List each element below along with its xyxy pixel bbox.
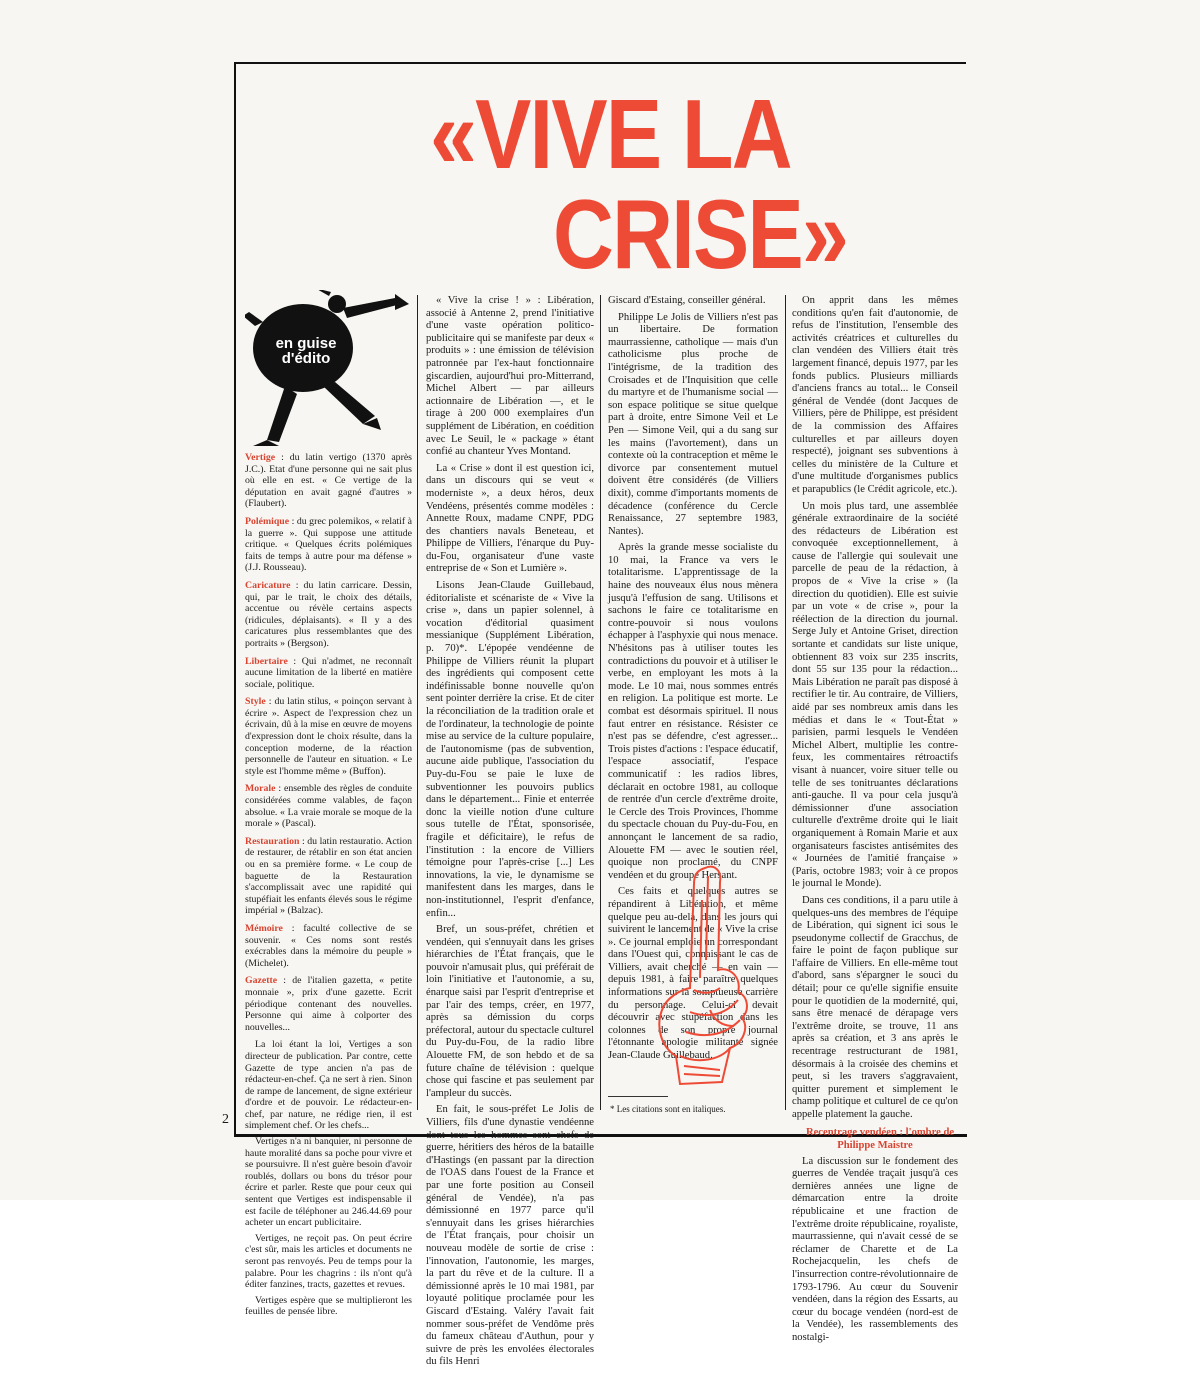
glossary-entry (245, 975, 412, 1033)
paragraph: Vertiges n'a ni banquier, ni personne de haute moralité dans sa poche pour vivre et se poursuivre. Il n'est guère besoin d'avoir roublés, dollars ou bons du trésor pour écrire et parler. Reste que pour ceux qui sentent que Vertiges est indispensable il est facile de téléphoner au 246.44.69 pour acheter un encart publicitaire. (245, 1136, 412, 1229)
raised-index-finger-hand-icon (650, 860, 755, 1090)
headline (430, 79, 894, 289)
footnote-rule (608, 1096, 668, 1097)
publication-note (245, 1039, 412, 1318)
glossary-entry (245, 836, 412, 917)
glossary-entry (245, 656, 412, 691)
glossary-definition: : de l'italien gazetta, « petite monnaie », prix d'une gazette. Ecrit périodique contenant des nouvelles. Personne qui aime à colporter des nouvelles... (245, 975, 412, 1033)
glossary-list (245, 452, 412, 1033)
paragraph: On apprit dans les mêmes conditions qu'en fait d'autonomie, de refus de l'institution, l'ensemble des activités créatrices et culturelles du clan vendéen des Villiers était très largement financé, depuis 1977, par les fonds publics. Plusieurs milliards d'anciens francs au total... le Conseil général de Vendée (dont Jacques de Villiers, père de Philippe, est président de la commission des Affaires culturelles et par ailleurs doyen respecté), joignant ses subventions à celles du ministère de la Culture et d'une multitude d'organismes publics et parapublics (le Crédit agricole, etc.). (792, 295, 959, 495)
paragraph: Dans ces conditions, il a paru utile à quelques-uns des membres de l'équipe de Libération, qui signent ici sous le pseudonyme collectif de Gracchus, de faire le point de façon publique sur l'affaire de Villiers. En elle-même tout d'abord, sans s'épargner le souci du détail; pour ce qu'elle signifie ensuite pour le quotidien de la modernité, qui, sans être menacé de dérapage vers l'extrême droite, se trouve, 11 ans après sa création, et 3 ans après le recentrage restructurant de 1981, désormais à la croisée des chemins et peut, si les travers s'aggravaient, quitter purement et simplement le champ politique et culturel de ce qu'on appelle platement la gauche. (792, 894, 958, 1120)
column-rule-3 (785, 295, 786, 1110)
paragraph: La loi étant la loi, Vertiges a son directeur de publication. Par contre, cette Gazette de type ancien n'a pas de rédacteur-en-chef. Ça ne sert à rien. Sinon de rampe de lancement, de signe extérieur d'ordre et de pouvoir. Le rédacteur-en-chef, par nature, ne rédige rien, il est simplement chef. Or les chefs... (245, 1039, 412, 1132)
column-rule-1 (417, 295, 418, 1110)
paragraph: Bref, un sous-préfet, chrétien et vendéen, qui s'ennuyait dans les grises hiérarchies de l'État français, que le pouvoir n'amusait plus, qui préférait de loin l'initiative et l'autonomie, a su, énarque saisi par l'esprit d'entreprise et par l'air des temps, créer, en 1977, après sa démission du corps préfectoral, autour du spectacle culturel du Puy-du-Fou, de la radio libre Alouette FM, de son hebdo et de sa future chaîne de télévision : quelque chose qui fascine et pas seulement par l'ampleur du succès. (426, 924, 594, 1099)
headline-line-1: «VIVE LA (430, 79, 791, 189)
paragraph: Un mois plus tard, une assemblée générale extraordinaire de la société des rédacteurs de Libération est convoquée exceptionnellement, à cause de l'allergie qui soulevait une parcelle de peau de la rédaction, à propos de « Vive la crise » (la direction du quotidien). Elle est suivie par un vote « de crise », pour la réélection de la direction du journal. Serge July et Antoine Griset, direction sortante et candidats sur liste unique, obtiennent 83 voix sur 235 inscrits, dont 55 sur 135 pour la rédaction... Mais Libération ne paraît pas disposé à rectifier le tir. Au contraire, de Villiers, aidé par ses nombreux amis dans les médias et dans le « Tout-État » parisien, parmi lesquels le Vendéen Michel Albert, multiplie les contre-feux, les commentaires rétroactifs visant à nuancer, voire situer telle ou telle de ses tonitruantes déclarations anti-gauche. Il va pour cela jusqu'à démissionner d'une association culturelle d'extrême droite qui le liait organiquement à Romain Marie et aux organisateurs fascistes antisémites des « Journées de l'amitié française » (Paris, octobre 1983; voir à ce propos le journal le Monde). (792, 500, 958, 890)
glossary-definition: : du latin vertigo (1370 après J.C.). Etat d'une personne qui ne sait plus où elle en est. « Ce vertige de la députation en avait gagné d'autres » (Flaubert). (245, 452, 412, 510)
glossary-definition: : du latin carricare. Dessin, qui, par le trait, le choix des détails, accentue ou révèle certains aspects (ridicules, déplaisants). « Il y a des caricatures plus ressemblantes que des portraits » (Bergson). (245, 579, 413, 649)
article-column-2 (426, 295, 594, 1373)
column-rule-2 (600, 295, 601, 1110)
page-number: 2 (222, 1112, 229, 1127)
glossary-definition: : du grec polemikos, « relatif à la guerre ». Qui suppose une attitude critique. « Quelques écrits polémiques faits de temps à autre pour ma défense » (J.J. Rousseau). (245, 515, 413, 574)
section-paragraph: La discussion sur le fondement des guerres de Vendée traçait jusqu'à ces dernières années une ligne de démarcation entre la droite républicaine et une fraction de l'extrême droite républicaine, royaliste, maurrassienne, qui n'avait cessé de se réclamer de Charette et de La Rochejacquelin, les chefs de l'insurrection contre-révolutionnaire de 1793-1796. Au cœur du Souvenir vendéen, dans la région des Essarts, au cœur du bocage vendéen (nord-est de la Vendée), les rassemblements des nostalgi- (792, 1155, 958, 1343)
glossary-term: Libertaire (245, 655, 288, 667)
logo-label: en guise d'édito (275, 335, 337, 367)
glossary-definition: : du latin stilus, « poinçon servant à écrire ». Aspect de l'expression chez un écrivain, dû à la mise en œuvre de moyens d'expression dont le choix résulte, dans la conception moderne, de la réaction personnelle de l'auteur en situation. « Le style est l'homme même » (Buffon). (245, 696, 412, 777)
footnote: * Les citations sont en italiques. (610, 1104, 726, 1114)
glossary-term: Morale (245, 783, 276, 795)
glossary-term: Polémique (245, 515, 290, 527)
glossary-column (245, 452, 412, 1322)
drummer-figure-icon (245, 290, 415, 450)
paragraph: Après la grande messe socialiste du 10 mai, la France va vers le totalitarisme. L'apprentissage de la haine des nouveaux élus nous mènera jusqu'à l'effusion de sang. Utilisons et sachons le faire ce totalitarisme en contre-pouvoir si nous voulons échapper à l'asphyxie qui nous menace. N'hésitons pas à utiliser toutes les contradictions du pouvoir et à utiliser le verbe, en employant les mots à la mode. Le 10 mai, nous sommes entrés en religion. La politique est morte. Le combat est désormais spirituel. Il nous faut entrer en résistance. Résister ce n'est pas se défendre, c'est agresser... Trois pistes d'actions : l'espace éducatif, l'espace associatif, l'espace communicatif : les radios libres, déclarait en octobre 1981, au colloque de rentrée d'un cercle d'extrême droite, le Cercle des Trois Provinces, l'homme du spectacle chouan du Puy-du-Fou, en annonçant le lancement de sa radio, Alouette FM — avec le soutien réel, quoique non proclamé, du CNPF vendéen et du groupe Hersant. (608, 542, 778, 881)
paragraph: « Vive la crise ! » : Libération, associé à Antenne 2, prend l'initiative d'une vaste opération politico-publicitaire qui se manifeste par deux « produits » : une émission de télévision patronnée par l'ex-haut fonctionnaire giscardien, aujourd'hui pro-Mitterrand, Michel Albert — par ailleurs actionnaire de Libération —, et le tirage à 200 000 exemplaires d'un supplément de Libération, en coédition avec Le Seuil, le « package » étant confié au chanteur Yves Montand. (426, 295, 594, 458)
glossary-entry (245, 783, 412, 829)
glossary-entry (245, 696, 412, 777)
paragraph: La « Crise » dont il est question ici, dans un discours qui se veut « moderniste », a deux héros, deux Vendéens, présentés comme modèles : Annette Roux, madame CNPF, PDG des chantiers navals Beneteau, et Philippe de Villiers, l'énarque du Puy-du-Fou, organisateur d'une vaste entreprise de « Son et Lumière ». (426, 462, 594, 575)
paragraph: Ces faits et quelques autres se répandirent à Libération, et même quelque peu au-delà, dans les jours qui suivirent le lancement de « Vive la crise ». Ce journal emploie un correspondant dans l'Ouest qui, connaissant le cas de Villiers, avait cherché — en vain — depuis 1981, à faire paraître quelques informations sur la somptueuse carrière du personnage. Celui-ci devait découvrir avec stupéfaction dans les colonnes de son propre journal l'étonnante apologie militante signée Jean-Claude Guillebaud. (608, 886, 778, 1062)
glossary-term: Style (245, 696, 266, 708)
glossary-definition: : Qui n'admet, ne reconnaît aucune limitation de la liberté en matière sociale, politique. (245, 655, 412, 690)
paragraph: Lisons Jean-Claude Guillebaud, éditorialiste et scénariste de « Vive la crise », dans un papier solennel, à vocation d'éditorial quasiment messianique (Supplément Libération, p. 70)*. L'épopée vendéenne de Philippe de Villiers réunit la plupart des ingrédients qui composent cette indéfinissable bonne nouvelle qu'on sent pointer derrière la crise. Et de citer la réconciliation de la tradition orale et de l'ordinateur, la technologie de pointe mise au service de la culture populaire, de l'autonomisme (pas de subvention, aucune aide publique, l'association du Puy-du-Fou se paie le luxe de subventionner les pouvoirs publics dans le département... Finie et enterrée donc la vieille notion d'une culture sous tutelle de l'État, sponsorisée, fragile et déficitaire), le refus de l'institution : la encore de Villiers témoigne pour l'après-crise [...] Les innovations, la vie, le dynamisme se manifestent dans les marges, dans le non-institutionnel, l'esprit d'enfance, enfin... (426, 580, 594, 919)
frame-top-rule (234, 62, 966, 64)
glossary-term: Mémoire (245, 922, 283, 934)
glossary-definition: : du latin restauratio. Action de restaurer, de rétablir en son état ancien ou en sa première forme. « Le coup de baguette de la Restauration s'accomplissait avec une rapidité qui stupéfiait les enfants élevés sous le régime impérial » (Balzac). (245, 835, 412, 917)
paragraph: Vertiges espère que se multiplieront les feuilles de pensée libre. (245, 1294, 412, 1318)
article-column-4-body (792, 295, 958, 1122)
paragraph: Giscard d'Estaing, conseiller général. (608, 295, 766, 306)
paragraph: Philippe Le Jolis de Villiers n'est pas un libertaire. De formation maurrassienne, catholique — mais d'un catholicisme plus proche de l'intégrisme, de la tradition des Croisades et de l'Inquisition que celle du martyre et de l'humanisme social — son espace politique se situe quelque part à droite, entre Simone Veil et Le Pen — Simone Veil, qui a du sang sur les mains (l'avortement), dans un contexte où la contraception et même le divorce par consentement mutuel doivent être considérés (de Villiers dixit), comme d'importants moments de décadence (conférence du Cercle Renaissance, 27 septembre 1983, Nantes). (608, 311, 778, 537)
glossary-entry (245, 580, 412, 650)
headline-line-2: CRISE» (552, 179, 848, 289)
paragraph: En fait, le sous-préfet Le Jolis de Villiers, fils d'une dynastie vendéenne dont tous les hommes sont chefs de guerre, héritiers des héros de la bataille d'Hastings (en passant par la direction de l'OAS dans l'ouest de la France et par une forte position au Conseil général de Vendée), n'a pas démissionné en 1977 parce qu'il s'ennuyait dans les grises hiérarchies de l'État français, pour choisir un nouveau modèle de sortie de crise : l'innovation, l'autonomie, les marges, la part du rêve et de la culture. Il a démissionné après le 10 mai 1981, par loyauté politique proclamée pour les Giscard d'Estaing. Valéry l'avait fait nommer sous-préfet de Vendôme près du fameux château d'Authun, pour y suivre de près les envolées électorales du fils Henri (426, 1104, 594, 1368)
article-column-4 (792, 295, 958, 1349)
glossary-entry (245, 516, 412, 574)
glossary-definition: : faculté collective de se souvenir. « Ces noms sont restés exécrables dans la mémoire du peuple » (Michelet). (245, 922, 413, 969)
glossary-term: Gazette (245, 975, 278, 987)
glossary-entry (245, 923, 412, 969)
glossary-term: Caricature (245, 579, 291, 591)
glossary-term: Vertige (245, 452, 276, 463)
paragraph: Vertiges, ne reçoit pas. On peut écrire c'est sûr, mais les articles et documents ne seront pas renvoyés. Peu de temps pour la palabre. Pour les chagrins : ils n'ont qu'à éditer fanzines, tracts, gazettes et revues. (245, 1232, 412, 1291)
frame-left-rule (234, 62, 236, 1136)
section-subhead: Recentrage vendéen : l'ombre de Philippe Maistre (805, 1126, 955, 1151)
glossary-term: Restauration (245, 835, 300, 847)
glossary-definition: : ensemble des règles de conduite considérées comme valables, de façon absolue. « La vraie morale se moque de la morale » (Pascal). (245, 783, 412, 830)
glossary-entry (245, 452, 412, 510)
